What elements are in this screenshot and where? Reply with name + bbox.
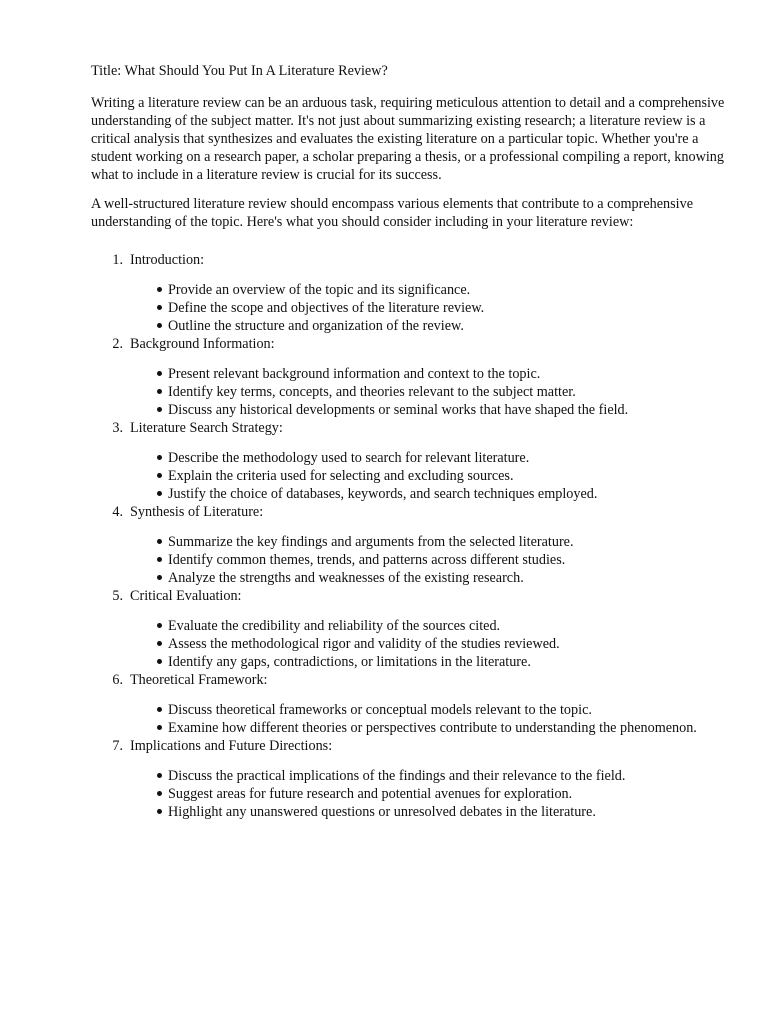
bullet-item xyxy=(168,485,731,503)
sections-list xyxy=(91,251,731,821)
bullet-icon xyxy=(157,641,162,646)
bullet-icon xyxy=(157,557,162,562)
bullet-list xyxy=(130,767,731,821)
bullet-item xyxy=(168,365,731,383)
bullet-list xyxy=(130,365,731,419)
bullet-icon xyxy=(157,623,162,628)
section-heading xyxy=(112,587,731,605)
bullet-item xyxy=(168,317,731,335)
bullet-text: Evaluate the credibility and reliability of the sources cited. xyxy=(168,618,501,634)
bullet-item xyxy=(168,653,731,671)
bullet-icon xyxy=(157,707,162,712)
section-heading xyxy=(112,251,731,269)
section-number: 5. xyxy=(112,588,123,604)
section-heading xyxy=(112,737,731,755)
section-heading xyxy=(112,671,731,689)
bullet-text: Outline the structure and organization of the review. xyxy=(168,318,464,334)
section-item xyxy=(91,737,731,821)
bullet-icon xyxy=(157,305,162,310)
bullet-item xyxy=(168,719,731,737)
section-item xyxy=(91,671,731,737)
bullet-icon xyxy=(157,407,162,412)
bullet-icon xyxy=(157,725,162,730)
bullet-list xyxy=(130,533,731,587)
bullet-icon xyxy=(157,455,162,460)
bullet-item xyxy=(168,467,731,485)
bullet-item xyxy=(168,767,731,785)
bullet-item xyxy=(168,533,731,551)
bullet-list xyxy=(130,449,731,503)
bullet-icon xyxy=(157,575,162,580)
bullet-icon xyxy=(157,809,162,814)
bullet-text: Discuss any historical developments or seminal works that have shaped the field. xyxy=(168,402,629,418)
section-title: Synthesis of Literature: xyxy=(130,504,264,520)
bullet-item xyxy=(168,701,731,719)
bullet-item xyxy=(168,803,731,821)
bullet-icon xyxy=(157,791,162,796)
section-item xyxy=(91,251,731,335)
section-number: 1. xyxy=(112,252,123,268)
bullet-text: Identify any gaps, contradictions, or limitations in the literature. xyxy=(168,654,531,670)
bullet-item xyxy=(168,569,731,587)
bullet-icon xyxy=(157,491,162,496)
bullet-icon xyxy=(157,473,162,478)
section-title: Critical Evaluation: xyxy=(130,588,242,604)
bullet-icon xyxy=(157,773,162,778)
section-title: Implications and Future Directions: xyxy=(130,738,333,754)
document-title: Title: What Should You Put In A Literature Review? xyxy=(91,63,388,79)
section-heading xyxy=(112,503,731,521)
bullet-icon xyxy=(157,371,162,376)
intro-paragraph: Writing a literature review can be an arduous task, requiring meticulous attention to detail and a comprehensive understanding of the subject matter. It's not just about summarizing existing research; a literature review is a critical analysis that synthesizes and evaluates the existing literature on a particular topic. Whether you're a student working on a research paper, a scholar preparing a thesis, or a professional compiling a report, knowing what to include in a literature review is crucial for its success. xyxy=(91,95,725,183)
section-item xyxy=(91,503,731,587)
document-page xyxy=(91,62,731,821)
bullet-text: Summarize the key findings and arguments from the selected literature. xyxy=(168,534,574,550)
bullet-text: Describe the methodology used to search for relevant literature. xyxy=(168,450,530,466)
bullet-text: Justify the choice of databases, keywords, and search techniques employed. xyxy=(168,486,598,502)
bullet-list xyxy=(130,281,731,335)
bullet-text: Identify common themes, trends, and patterns across different studies. xyxy=(168,552,566,568)
bullet-text: Discuss the practical implications of the findings and their relevance to the field. xyxy=(168,768,626,784)
bullet-icon xyxy=(157,659,162,664)
section-number: 3. xyxy=(112,420,123,436)
bullet-icon xyxy=(157,323,162,328)
section-number: 4. xyxy=(112,504,123,520)
bullet-text: Highlight any unanswered questions or unresolved debates in the literature. xyxy=(168,804,596,820)
bullet-list xyxy=(130,617,731,671)
bullet-text: Analyze the strengths and weaknesses of the existing research. xyxy=(168,570,524,586)
bullet-text: Identify key terms, concepts, and theories relevant to the subject matter. xyxy=(168,384,576,400)
bullet-text: Present relevant background information and context to the topic. xyxy=(168,366,541,382)
bullet-text: Assess the methodological rigor and validity of the studies reviewed. xyxy=(168,636,560,652)
section-title: Literature Search Strategy: xyxy=(130,420,283,436)
section-item xyxy=(91,419,731,503)
bullet-item xyxy=(168,281,731,299)
bullet-text: Suggest areas for future research and potential avenues for exploration. xyxy=(168,786,573,802)
bullet-icon xyxy=(157,539,162,544)
section-title: Background Information: xyxy=(130,336,275,352)
bullet-icon xyxy=(157,287,162,292)
bullet-item xyxy=(168,383,731,401)
section-number: 2. xyxy=(112,336,123,352)
bullet-list xyxy=(130,701,731,737)
section-heading xyxy=(112,419,731,437)
bullet-item xyxy=(168,617,731,635)
section-heading xyxy=(112,335,731,353)
bullet-text: Define the scope and objectives of the literature review. xyxy=(168,300,485,316)
bullet-icon xyxy=(157,389,162,394)
overview-paragraph: A well-structured literature review should encompass various elements that contribute to a comprehensive understanding of the topic. Here's what you should consider including in your literature review: xyxy=(91,196,693,230)
bullet-item xyxy=(168,401,731,419)
section-title: Introduction: xyxy=(130,252,205,268)
bullet-item xyxy=(168,299,731,317)
section-title: Theoretical Framework: xyxy=(130,672,268,688)
section-item xyxy=(91,587,731,671)
bullet-item xyxy=(168,449,731,467)
bullet-text: Discuss theoretical frameworks or conceptual models relevant to the topic. xyxy=(168,702,592,718)
bullet-item xyxy=(168,551,731,569)
bullet-text: Provide an overview of the topic and its significance. xyxy=(168,282,471,298)
section-item xyxy=(91,335,731,419)
section-number: 7. xyxy=(112,738,123,754)
bullet-text: Explain the criteria used for selecting and excluding sources. xyxy=(168,468,514,484)
bullet-text: Examine how different theories or perspectives contribute to understanding the phenomenon. xyxy=(168,720,697,736)
bullet-item xyxy=(168,635,731,653)
section-number: 6. xyxy=(112,672,123,688)
bullet-item xyxy=(168,785,731,803)
